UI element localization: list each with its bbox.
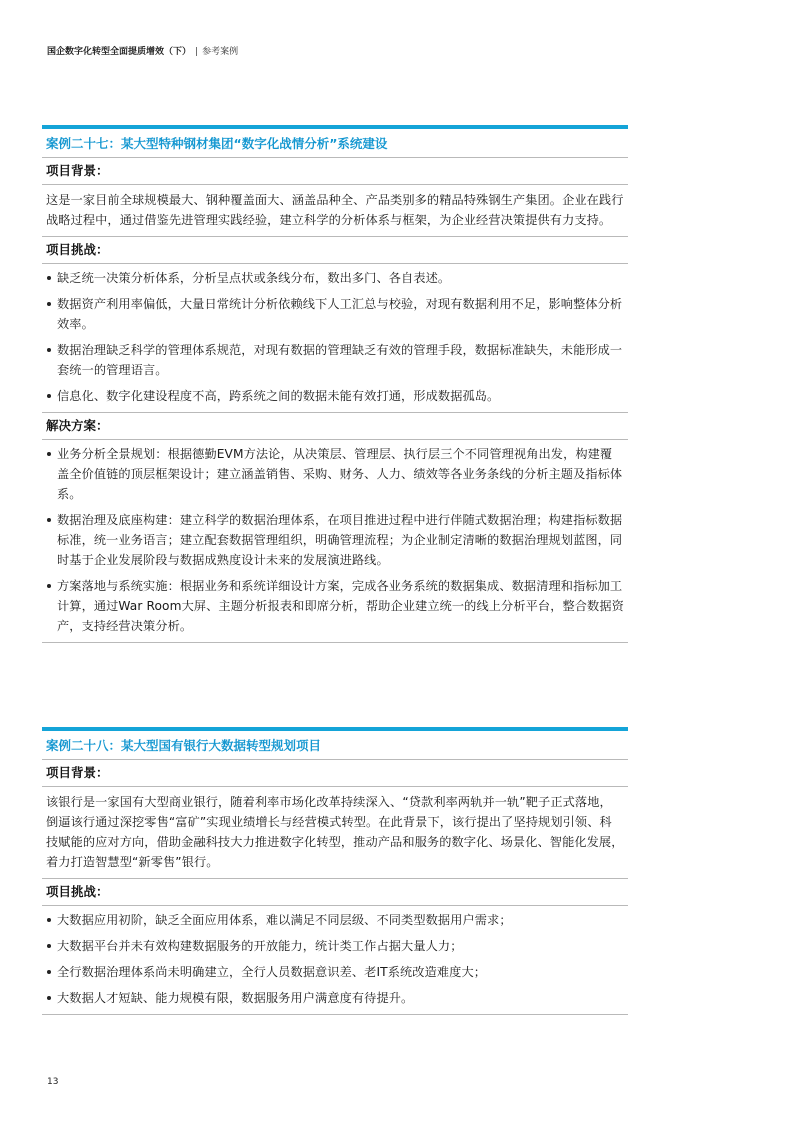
challenges-section xyxy=(42,264,628,413)
challenge-item xyxy=(46,386,624,406)
challenges-heading: 项目挑战： xyxy=(42,237,628,264)
background-text: 该银行是一家国有大型商业银行，随着利率市场化改革持续深入、“贷款利率两轨并一轨”靶子正式落地，倒逼该行通过深挖零售“富矿”实现业绩增长与经营模式转型。在此背景下，该行提出了坚持规划引领、科技赋能的应对方向，借助金融科技大力推进数字化转型，推动产品和服务的数字化、场景化、智能化发展，着力打造智慧型“新零售”银行。 xyxy=(46,795,624,869)
bullet-dot-icon xyxy=(47,518,51,522)
bullet-dot-icon xyxy=(47,944,51,948)
solution-text: 方案落地与系统实施：根据业务和系统详细设计方案，完成各业务系统的数据集成、数据清理和指标加工计算，通过War Room大屏、主题分析报表和即席分析，帮助企业建立统一的线上分析平台，整合数据资产，支持经营决策分析。 xyxy=(57,579,624,633)
bullet-dot-icon xyxy=(47,970,51,974)
challenges-list xyxy=(46,906,624,1014)
case-title: 案例二十八：某大型国有银行大数据转型规划项目 xyxy=(42,731,628,760)
challenges-list xyxy=(46,264,624,412)
challenge-item xyxy=(46,962,624,982)
solution-text: 业务分析全景规划：根据德勤EVM方法论，从决策层、管理层、执行层三个不同管理视角出发，构建覆盖全价值链的顶层框架设计；建立涵盖销售、采购、财务、人力、绩效等各业务条线的分析主题及指标体系。 xyxy=(57,447,623,501)
case-27 xyxy=(42,125,628,643)
bullet-dot-icon xyxy=(47,302,51,306)
background-heading: 项目背景： xyxy=(42,158,628,185)
bullet-dot-icon xyxy=(47,996,51,1000)
document-title: 国企数字化转型全面提质增效（下） xyxy=(47,47,192,57)
challenge-text: 数据资产利用率偏低，大量日常统计分析依赖线下人工汇总与校验，对现有数据利用不足，影响整体分析效率。 xyxy=(57,297,623,331)
bullet-dot-icon xyxy=(47,452,51,456)
bullet-dot-icon xyxy=(47,918,51,922)
challenge-item xyxy=(46,268,624,288)
solution-item xyxy=(46,510,624,570)
background-text: 这是一家目前全球规模最大、钢种覆盖面大、涵盖品种全、产品类别多的精品特殊钢生产集团。企业在践行战略过程中，通过借鉴先进管理实践经验，建立科学的分析体系与框架，为企业经营决策提供有力支持。 xyxy=(46,193,624,227)
solutions-list xyxy=(46,440,624,642)
page-number: 13 xyxy=(47,1077,59,1087)
solution-item xyxy=(46,444,624,504)
solutions-section xyxy=(42,440,628,643)
solution-text: 数据治理及底座构建：建立科学的数据治理体系，在项目推进过程中进行伴随式数据治理；构建指标数据标准，统一业务语言；建立配套数据管理组织，明确管理流程；为企业制定清晰的数据治理规划蓝图，同时基于企业发展阶段与数据成熟度设计未来的发展演进路线。 xyxy=(57,513,623,567)
background-section xyxy=(42,185,628,237)
solutions-heading: 解决方案： xyxy=(42,413,628,440)
challenge-text: 缺乏统一决策分析体系，分析呈点状或条线分布，数出多门、各自表述。 xyxy=(57,271,451,285)
header-separator: | xyxy=(195,47,199,57)
challenge-text: 大数据平台并未有效构建数据服务的开放能力，统计类工作占据大量人力； xyxy=(57,939,463,953)
challenge-item xyxy=(46,910,624,930)
challenges-heading: 项目挑战： xyxy=(42,879,628,906)
challenge-text: 信息化、数字化建设程度不高，跨系统之间的数据未能有效打通，形成数据孤岛。 xyxy=(57,389,500,403)
case-28 xyxy=(42,727,628,1015)
challenges-section xyxy=(42,906,628,1015)
case-title: 案例二十七：某大型特种钢材集团“数字化战情分析”系统建设 xyxy=(42,129,628,158)
background-section xyxy=(42,787,628,879)
bullet-dot-icon xyxy=(47,276,51,280)
challenge-text: 大数据应用初阶，缺乏全面应用体系，难以满足不同层级、不同类型数据用户需求； xyxy=(57,913,512,927)
background-heading: 项目背景： xyxy=(42,760,628,787)
bullet-dot-icon xyxy=(47,348,51,352)
bullet-dot-icon xyxy=(47,584,51,588)
challenge-item xyxy=(46,340,624,380)
solution-item xyxy=(46,576,624,636)
challenge-item xyxy=(46,988,624,1008)
section-subtitle: 参考案例 xyxy=(202,47,239,57)
challenge-text: 大数据人才短缺、能力规模有限，数据服务用户满意度有待提升。 xyxy=(57,991,414,1005)
challenge-item xyxy=(46,936,624,956)
challenge-text: 全行数据治理体系尚未明确建立，全行人员数据意识差、老IT系统改造难度大； xyxy=(57,965,487,979)
challenge-item xyxy=(46,294,624,334)
challenge-text: 数据治理缺乏科学的管理体系规范，对现有数据的管理缺乏有效的管理手段，数据标准缺失，未能形成一套统一的管理语言。 xyxy=(57,343,623,377)
running-header xyxy=(47,44,238,57)
bullet-dot-icon xyxy=(47,394,51,398)
